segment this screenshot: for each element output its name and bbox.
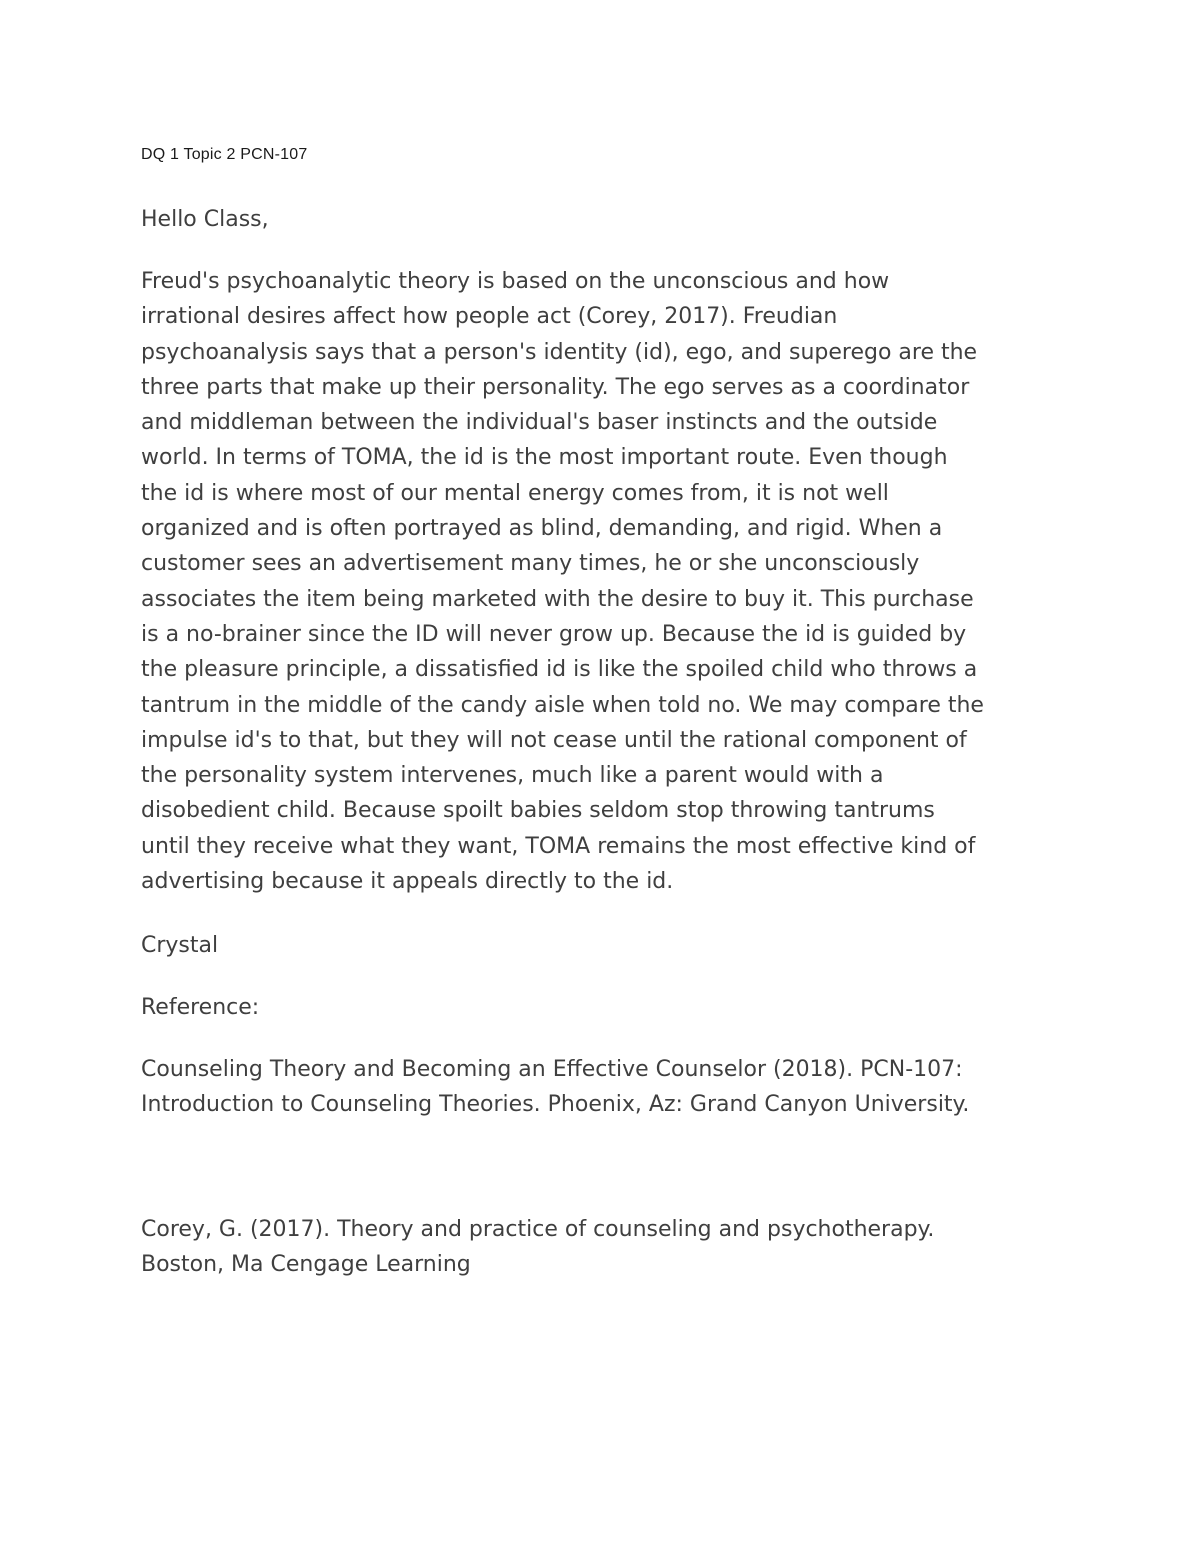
paragraph-line: organized and is often portrayed as blind, demanding, and rigid. When a (141, 516, 943, 542)
paragraph-line: impulse id's to that, but they will not cease until the rational component of (141, 727, 967, 753)
reference-line: Corey, G. (2017). Theory and practice of counseling and psychotherapy. (141, 1217, 935, 1242)
paragraph-line: is a no-brainer since the ID will never grow up. Because the id is guided by (141, 621, 967, 647)
reference-entry (141, 1212, 1101, 1283)
reference-entry (141, 1052, 1101, 1123)
main-paragraph (141, 264, 1101, 899)
paragraph-line: and middleman between the individual's baser instincts and the outside (141, 410, 938, 436)
reference-line: Introduction to Counseling Theories. Phoenix, Az: Grand Canyon University. (141, 1092, 970, 1118)
paragraph-line: the pleasure principle, a dissatisfied id is like the spoiled child who throws a (141, 657, 978, 683)
paragraph-line: customer sees an advertisement many times, he or she unconsciously (141, 551, 920, 577)
signature: Crystal (141, 933, 219, 958)
paragraph-line: irrational desires affect how people act (Corey, 2017). Freudian (141, 304, 838, 330)
paragraph-line: the personality system intervenes, much like a parent would with a (141, 763, 884, 789)
paragraph-line: world. In terms of TOMA, the id is the most important route. Even though (141, 445, 948, 471)
paragraph-line: psychoanalysis says that a person's identity (id), ego, and superego are the (141, 339, 978, 365)
reference-line: Boston, Ma Cengage Learning (141, 1252, 471, 1278)
paragraph-line: tantrum in the middle of the candy aisle when told no. We may compare the (141, 692, 984, 718)
reference-line: Counseling Theory and Becoming an Effective Counselor (2018). PCN-107: (141, 1057, 963, 1082)
paragraph-line: three parts that make up their personality. The ego serves as a coordinator (141, 374, 970, 400)
document-title: DQ 1 Topic 2 PCN-107 (141, 146, 308, 163)
paragraph-line: the id is where most of our mental energy comes from, it is not well (141, 480, 889, 506)
paragraph-line: associates the item being marketed with the desire to buy it. This purchase (141, 586, 974, 612)
paragraph-line: advertising because it appeals directly to the id. (141, 869, 674, 895)
paragraph-line: disobedient child. Because spoilt babies seldom stop throwing tantrums (141, 798, 935, 824)
paragraph-line: Freud's psychoanalytic theory is based on the unconscious and how (141, 269, 890, 294)
paragraph-line: until they receive what they want, TOMA remains the most effective kind of (141, 833, 976, 859)
greeting: Hello Class, (141, 207, 269, 232)
reference-heading: Reference: (141, 995, 260, 1020)
